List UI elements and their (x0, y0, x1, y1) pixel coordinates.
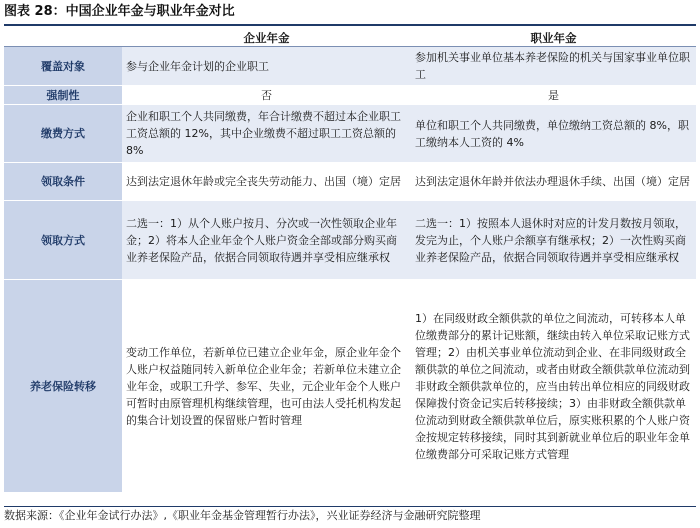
enterprise-cell: 达到法定退休年龄或完全丧失劳动能力、出国（境）定居 (122, 163, 411, 201)
table-row (4, 105, 696, 163)
header-occupational-annuity: 职业年金 (411, 29, 696, 47)
enterprise-cell: 否 (122, 86, 411, 105)
enterprise-cell: 二选一：1）从个人账户按月、分次或一次性领取企业年金；2）将本人企业年金个人账户资金全部或部分购买商业养老保险产品，依据合同领取待遇并享受相应继承权 (122, 201, 411, 280)
occupational-cell: 单位和职工个人共同缴费，单位缴纳工资总额的 8%，职工缴纳本人工资的 4% (411, 105, 696, 163)
enterprise-cell: 变动工作单位，若新单位已建立企业年金，原企业年金个人账户权益随同转入新单位企业年金；若新单位未建立企业年金，或职工升学、参军、失业，元企业年金个人账户可暂时由原管理机构继续管理，也可由法人受托机构发起的集合计划设置的保留账户暂时管理 (122, 280, 411, 493)
occupational-cell: 二选一：1）按照本人退休时对应的计发月数按月领取，发完为止，个人账户余额享有继承权；2）一次性购买商业养老保险产品，依据合同领取待遇并享受相应继承权 (411, 201, 696, 280)
source-note: 数据来源：《企业年金试行办法》,《职业年金基金管理暂行办法》，兴业证券经济与金融研究院整理 (4, 506, 696, 525)
table-row (4, 47, 696, 86)
table-row (4, 163, 696, 201)
occupational-cell: 是 (411, 86, 696, 105)
figure-title: 图表 28：中国企业年金与职业年金对比 (4, 2, 696, 26)
header-blank (4, 29, 122, 47)
row-label: 领取条件 (4, 163, 122, 201)
table-row (4, 201, 696, 280)
enterprise-cell: 企业和职工个人共同缴费，年合计缴费不超过本企业职工工资总额的 12%，其中企业缴费不超过职工工资总额的 8% (122, 105, 411, 163)
header-enterprise-annuity: 企业年金 (122, 29, 411, 47)
enterprise-cell: 参与企业年金计划的企业职工 (122, 47, 411, 86)
row-label: 覆盖对象 (4, 47, 122, 86)
row-label: 强制性 (4, 86, 122, 105)
table-row (4, 280, 696, 493)
table-row (4, 86, 696, 105)
row-label: 缴费方式 (4, 105, 122, 163)
occupational-cell: 参加机关事业单位基本养老保险的机关与国家事业单位职工 (411, 47, 696, 86)
header-row (4, 29, 696, 47)
comparison-table (4, 29, 696, 493)
occupational-cell: 1）在同级财政全额供款的单位之间流动，可转移本人单位缴费部分的累计记账额，继续由转入单位采取记账方式管理；2）由机关事业单位流动到企业、在非同级财政全额供款的单位之间流动，或者由财政全额供款单位流动到非财政全额供款单位的，应当由转出单位相应的同级财政保障拨付资金记实后转移接续；3）由非财政全额供款单位流动到财政全额供款单位后，原实账积累的个人账户资金按规定转移接续，同时其到新就业单位后的职业年金单位缴费部分可采取记账方式管理 (411, 280, 696, 493)
row-label: 领取方式 (4, 201, 122, 280)
occupational-cell: 达到法定退休年龄并依法办理退休手续、出国（境）定居 (411, 163, 696, 201)
row-label: 养老保险转移 (4, 280, 122, 493)
